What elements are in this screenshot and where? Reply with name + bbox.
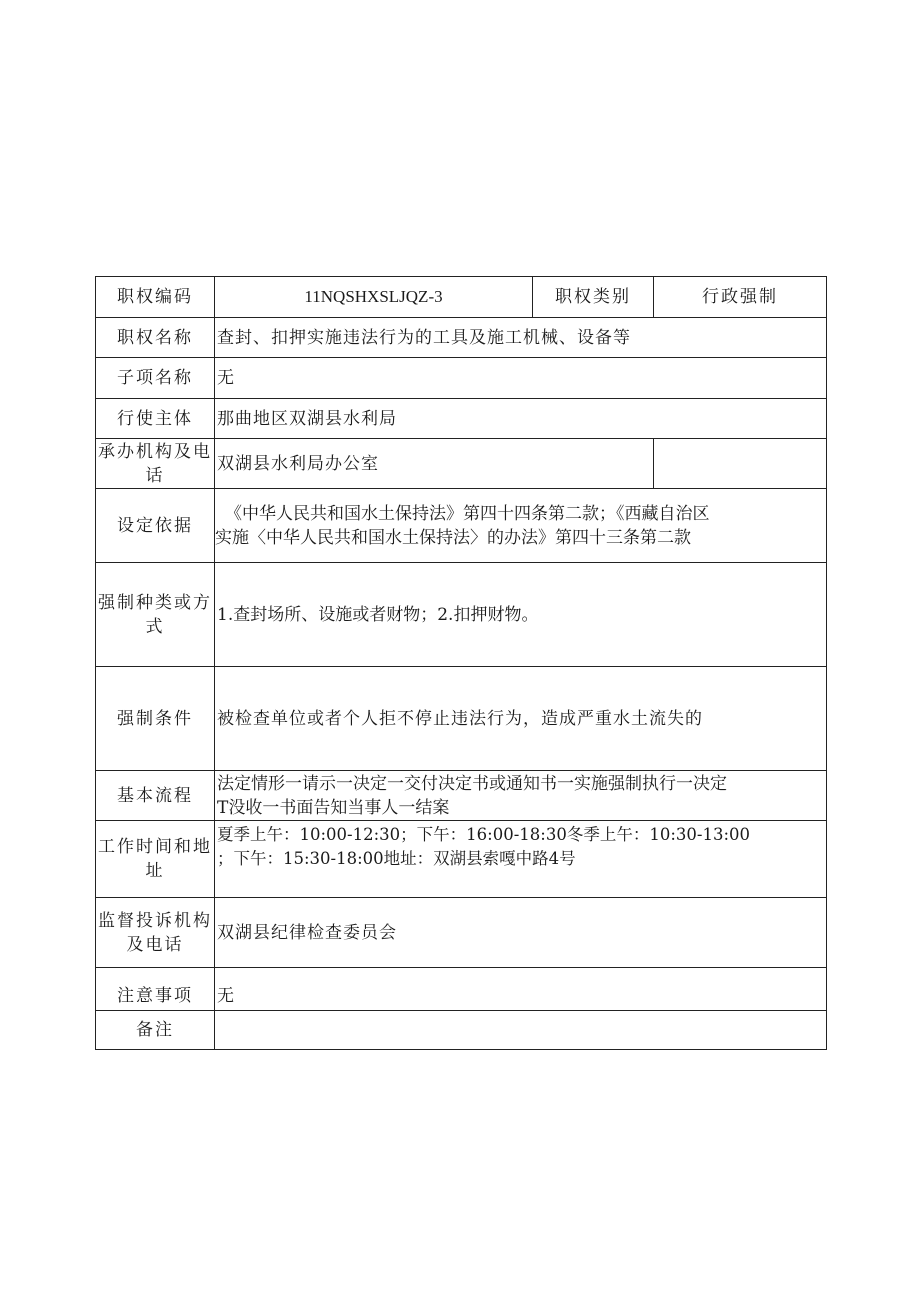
value-category: 行政强制 xyxy=(654,277,827,318)
value-method: 1.查封场所、设施或者财物；2.扣押财物。 xyxy=(215,563,827,667)
basis-line-1: 《中华人民共和国水土保持法》第四十四条第二款；《西藏自治区 xyxy=(225,503,710,524)
label-agency: 承办机构及电话 xyxy=(96,439,215,489)
label-notes: 注意事项 xyxy=(96,968,215,1011)
row-basis xyxy=(96,489,827,563)
hours-line-2: ；下午：15:30-18:00地址：双湖县索嘎中路4号 xyxy=(217,849,576,868)
row-supervision xyxy=(96,898,827,968)
authority-info-table xyxy=(95,276,827,1050)
value-notes: 无 xyxy=(215,968,827,1011)
basis-line-2: 实施〈中华人民共和国水土保持法〉的办法》第四十三条第二款 xyxy=(215,527,691,548)
value-name: 查封、扣押实施违法行为的工具及施工机械、设备等 xyxy=(215,318,827,358)
row-remarks xyxy=(96,1011,827,1050)
hours-line-1: 夏季上午：10:00-12:30；下午：16:00-18:30冬季上午：10:30-13:00 xyxy=(217,825,751,844)
row-notes xyxy=(96,968,827,1011)
row-process xyxy=(96,771,827,821)
value-hours xyxy=(215,821,827,898)
label-hours: 工作时间和地址 xyxy=(96,821,215,898)
label-method: 强制种类或方式 xyxy=(96,563,215,667)
value-condition: 被检查单位或者个人拒不停止违法行为，造成严重水土流失的 xyxy=(215,667,827,771)
row-hours xyxy=(96,821,827,898)
label-remarks: 备注 xyxy=(96,1011,215,1050)
process-line-1: 法定情形一请示一决定一交付决定书或通知书一实施强制执行一决定 xyxy=(217,773,727,794)
value-remarks xyxy=(215,1011,827,1050)
value-agency: 双湖县水利局办公室 xyxy=(215,439,654,489)
label-sub-item: 子项名称 xyxy=(96,358,215,399)
row-sub-item xyxy=(96,358,827,399)
value-subject: 那曲地区双湖县水利局 xyxy=(215,399,827,439)
label-process: 基本流程 xyxy=(96,771,215,821)
value-process xyxy=(215,771,827,821)
label-name: 职权名称 xyxy=(96,318,215,358)
row-code xyxy=(96,277,827,318)
row-condition xyxy=(96,667,827,771)
row-agency xyxy=(96,439,827,489)
row-subject xyxy=(96,399,827,439)
row-method xyxy=(96,563,827,667)
value-code: 11NQSHXSLJQZ-3 xyxy=(215,277,533,318)
label-subject: 行使主体 xyxy=(96,399,215,439)
label-supervision: 监督投诉机构及电话 xyxy=(96,898,215,968)
label-code: 职权编码 xyxy=(96,277,215,318)
process-line-2: T没收一书面告知当事人一结案 xyxy=(217,797,450,818)
value-agency-phone xyxy=(654,439,827,489)
value-basis xyxy=(215,489,827,563)
label-condition: 强制条件 xyxy=(96,667,215,771)
value-supervision: 双湖县纪律检查委员会 xyxy=(215,898,827,968)
row-name xyxy=(96,318,827,358)
value-sub-item: 无 xyxy=(215,358,827,399)
label-basis: 设定依据 xyxy=(96,489,215,563)
label-category: 职权类别 xyxy=(533,277,654,318)
